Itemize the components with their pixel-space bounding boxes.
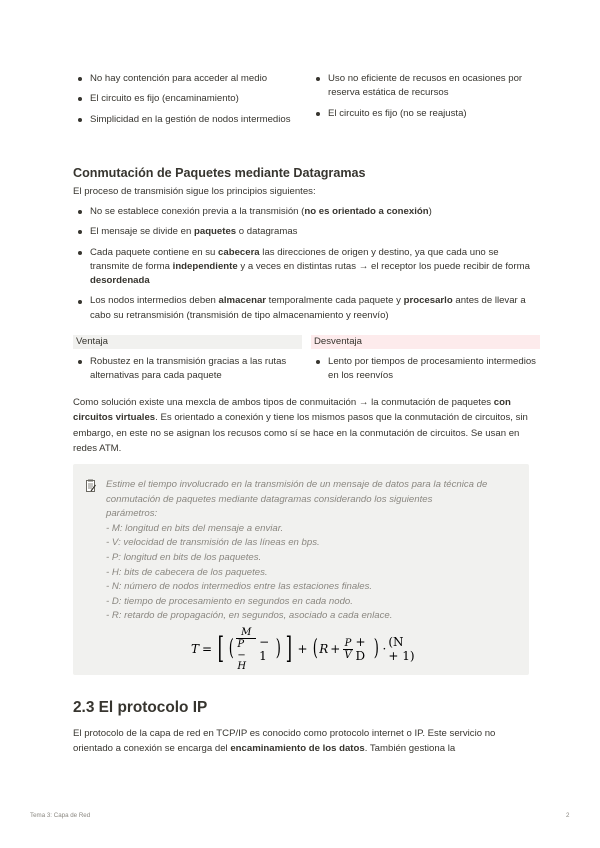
parameter-line: - N: número de nodos intermedios entre las estaciones finales.: [106, 581, 373, 593]
disadvantages-list: [311, 72, 540, 133]
parameter-line: - P: longitud en bits de los paquetes.: [106, 551, 262, 563]
list-item: Los nodos intermedios deben almacenar temporalmente cada paquete y procesarlo antes de llevar a cabo su retransmisión (transmisión de tipo almacenamiento y reenvío): [73, 294, 533, 323]
list-item: El mensaje se divide en paquetes o datagramas: [73, 225, 533, 239]
exercise-text: [106, 478, 521, 624]
parameter-line: - H: bits de cabecera de los paquetes.: [106, 566, 268, 578]
page-number: 2: [566, 812, 570, 819]
list-item: No se establece conexión previa a la transmisión (no es orientado a conexión): [73, 205, 533, 219]
list-item: Simplicidad en la gestión de nodos intermedios: [73, 113, 302, 127]
pros-cons-columns: [73, 335, 540, 390]
exercise-line: Estime el tiempo involucrado en la transmisión de un mensaje de datos para la técnica de: [106, 479, 488, 490]
parameter-line: - R: retardo de propagación, en segundos, asociado a cada enlace.: [106, 610, 393, 622]
exercise-callout: [73, 464, 529, 675]
parameter-line: - V: velocidad de transmisión de las líneas en bps.: [106, 537, 320, 549]
list-item: El circuito es fijo (encaminamiento): [73, 92, 302, 106]
list-item: Lento por tiempos de procesamiento intermedios en los reenvíos: [311, 355, 540, 384]
list-item: No hay contención para acceder al medio: [73, 72, 302, 86]
fraction-p-over-v: $\frac{P}{V}$: [344, 637, 352, 661]
principles-list: [73, 205, 533, 329]
exercise-line: parámetros:: [106, 508, 158, 520]
disadvantage-header: Desventaja: [311, 335, 540, 349]
list-item: Uso no eficiente de recusos en ocasiones por reserva estática de recursos: [311, 72, 540, 101]
disadvantage-column: [311, 335, 540, 390]
section-heading: Conmutación de Paquetes mediante Datagramas: [73, 166, 366, 180]
advantage-column: [73, 335, 302, 390]
virtual-circuits-paragraph: Como solución existe una mexcla de ambos tipos de conmuitación → la conmutación de paquetes con circuitos virtuales. Es orientado a conexión y tiene los mismos pasos que la conmutación de circuitos, sin embargo, en este no se asignan los recusos como sí se hace en la conmutación de circuitos. Se usan en redes ATM.: [73, 397, 528, 454]
parameter-line: - M: longitud en bits del mensaje a enviar.: [106, 522, 284, 534]
top-columns: [73, 72, 540, 133]
parameter-line: - D: tiempo de procesamiento en segundos en cada nodo.: [106, 595, 353, 607]
exercise-line: conmutación de paquetes mediante datagramas considerando los siguientes: [106, 493, 433, 505]
list-item: Robustez en la transmisión gracias a las rutas alternativas para cada paquete: [73, 355, 302, 384]
ip-paragraph: El protocolo de la capa de red en TCP/IP es conocido como protocolo internet o IP. Este servicio no orientado a conexión se encarga del encaminamiento de los datos. También gestiona la: [73, 728, 496, 755]
memo-icon: [86, 479, 96, 492]
list-item: Cada paquete contiene en su cabecera las direcciones de origen y destino, ya que cada uno se transmite de forma independiente y a veces en distintas rutas → el receptor los puede recibir de forma desordenada: [73, 246, 533, 289]
list-item: El circuito es fijo (no se reajusta): [311, 107, 540, 121]
footer-title: Tema 3: Capa de Red: [30, 812, 91, 819]
advantages-list: [73, 72, 302, 133]
section-heading: 2.3 El protocolo IP: [73, 699, 208, 716]
transmission-time-formula: T = [ ( $\frac{M}{P - H}$ − 1 ) ] + ( R + $\frac{P}{V}$ + D ) · (N + 1): [191, 626, 415, 672]
intro-paragraph: El proceso de transmisión sigue los principios siguientes:: [73, 186, 316, 197]
fraction-m-over-p-minus-h: $\frac{M}{P - H}$: [236, 627, 256, 672]
advantage-header: Ventaja: [73, 335, 302, 349]
